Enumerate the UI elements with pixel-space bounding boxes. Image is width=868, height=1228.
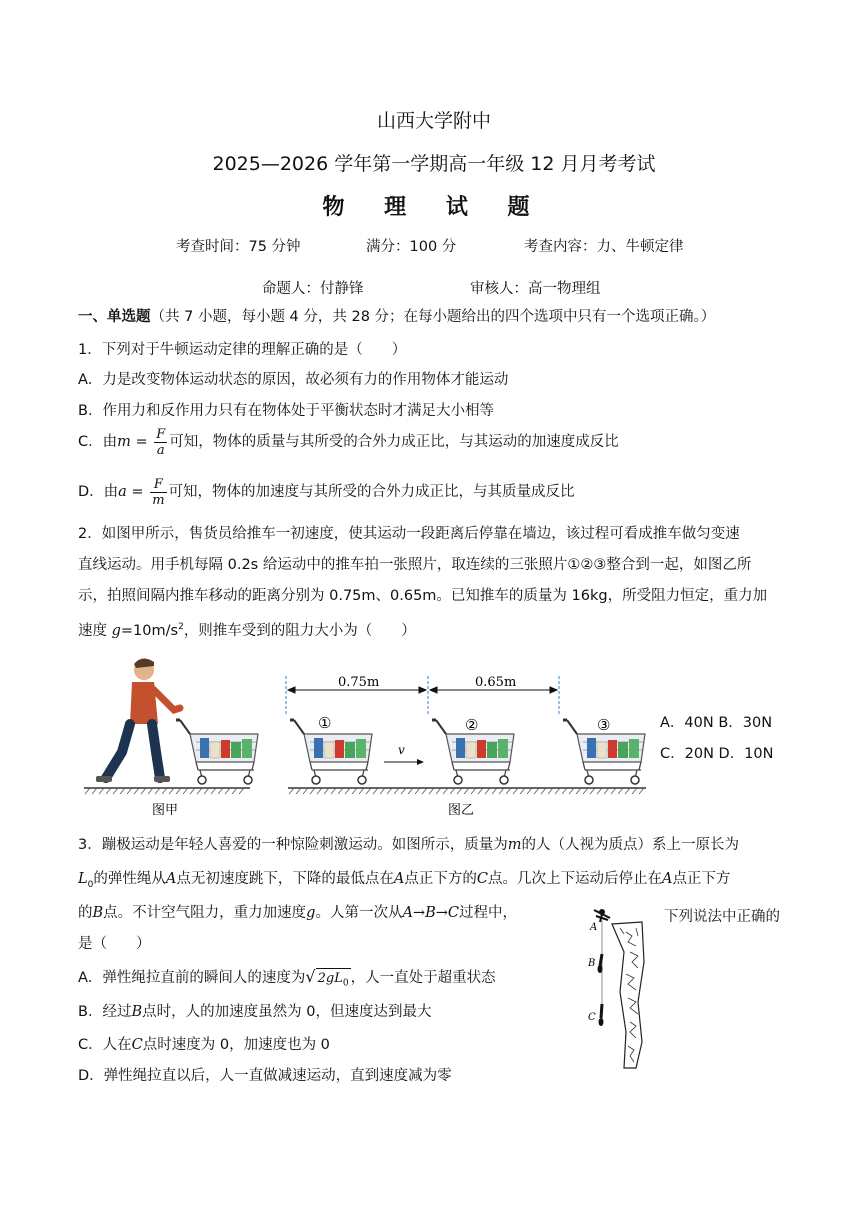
q1-option-a: A．力是改变物体运动状态的原因，故必须有力的作用物体才能运动 [78,372,509,388]
salesperson-figure [96,658,180,782]
q2-figure [84,652,654,822]
author: 命题人：付静锋 [262,281,364,297]
section-heading [78,307,715,327]
q3-bungee-figure [580,902,660,1072]
q3-option-d: D．弹性绳拉直以后，人一直做减速运动，直到速度减为零 [78,1068,452,1084]
q3-line-2: $L_0$的弹性绳从A点无初速度跳下，下降的最低点在A点正下方的C点。几次上下运动后停止在A点正下方 [78,871,731,890]
velocity-arrow [384,759,424,765]
photo-number-2: ② [465,716,479,734]
q3-option-a: A．弹性绳拉直前的瞬间人的速度为√ $2gL_0$ ，人一直处于超重状态 [78,967,496,994]
person-at-b-icon [598,954,603,973]
subject-title: 物 理 试 题 [322,195,546,220]
position-markers [286,676,559,714]
q3-line-3-right: 下列说法中正确的 [664,909,780,925]
reviewer: 审核人：高一物理组 [470,281,601,297]
school-name: 山西大学附中 [376,110,491,132]
q2-line-4: 速度 $g=10m/s^2$，则推车受到的阻力大小为（ ） [78,622,416,639]
q1-option-b: B．作用力和反作用力只有在物体处于平衡状态时才满足大小相等 [78,403,494,419]
q2-options-ab: A．40N B．30N [660,715,773,731]
q2-options-cd: C．20N D．10N [660,746,774,762]
q3-option-b: B．经过B点时，人的加速度虽然为 0，但速度达到最大 [78,1004,432,1020]
q2-line-3: 示，拍照间隔内推车移动的距离分别为 0.75m、0.65m。已知推车的质量为 16kg，所受阻力恒定，重力加 [78,588,768,604]
fraction-f-over-a: $\frac{F}{a}$ [156,426,166,458]
distance-label-1: 0.75m [338,675,380,690]
caption-jia: 图甲 [152,803,179,818]
photo-number-3: ③ [597,716,611,734]
fraction-f-over-m: $\frac{F}{m}$ [152,476,165,508]
q3-line-1: 3．蹦极运动是年轻人喜爱的一种惊险刺激运动。如图所示，质量为m的人（人视为质点）系上一原长为 [78,837,739,853]
photo-number-1: ① [318,714,332,732]
q2-line-2: 直线运动。用手机每隔 0.2s 给运动中的推车拍一张照片，取连续的三张照片①②③整合到一起，如图乙所 [78,557,752,573]
section-desc: （共 7 小题，每小题 4 分，共 28 分；在每小题给出的四个选项中只有一个选项正确。） [150,309,716,325]
exam-time: 考查时间：75 分钟 [176,239,301,255]
sqrt-expression: $2gL_0$ [316,968,351,994]
q3-line-3: 的B点。不计空气阻力，重力加速度g。人第一次从A→B→C过程中， [78,905,517,921]
person-at-c-icon [599,1004,604,1026]
section-label: 一、单选题 [78,309,151,325]
distance-label-2: 0.65m [475,675,517,690]
point-b-label: B [588,958,596,969]
full-score: 满分：100 分 [366,239,457,255]
cart-figure-jia [176,720,258,784]
exam-title: 2025—2026 学年第一学期高一年级 12 月月考考试 [212,153,656,175]
q1-stem: 1．下列对于牛顿运动定律的理解正确的是（ ） [78,342,407,358]
velocity-label: v [398,743,405,757]
q3-line-4: 是（ ） [78,936,151,952]
point-a-label: A [590,922,598,933]
exam-content: 考查内容：力、牛顿定律 [524,239,684,255]
q3-option-c: C．人在C点时速度为 0，加速度也为 0 [78,1037,330,1053]
q2-line-1: 2．如图甲所示，售货员给推车一初速度，使其运动一段距离后停靠在墙边，该过程可看成推车做匀变速 [78,526,740,542]
point-c-label: C [588,1012,596,1023]
caption-yi: 图乙 [448,803,475,818]
distance-arrows [288,687,557,693]
q1-option-c: C．由m = $\frac{F}{a}$ 可知，物体的质量与其所受的合外力成正比，与其运动的加速度成反比 [78,426,619,458]
q1-option-d: D．由a = $\frac{F}{m}$ 可知，物体的加速度与其所受的合外力成正比，与其质量成反比 [78,476,575,508]
